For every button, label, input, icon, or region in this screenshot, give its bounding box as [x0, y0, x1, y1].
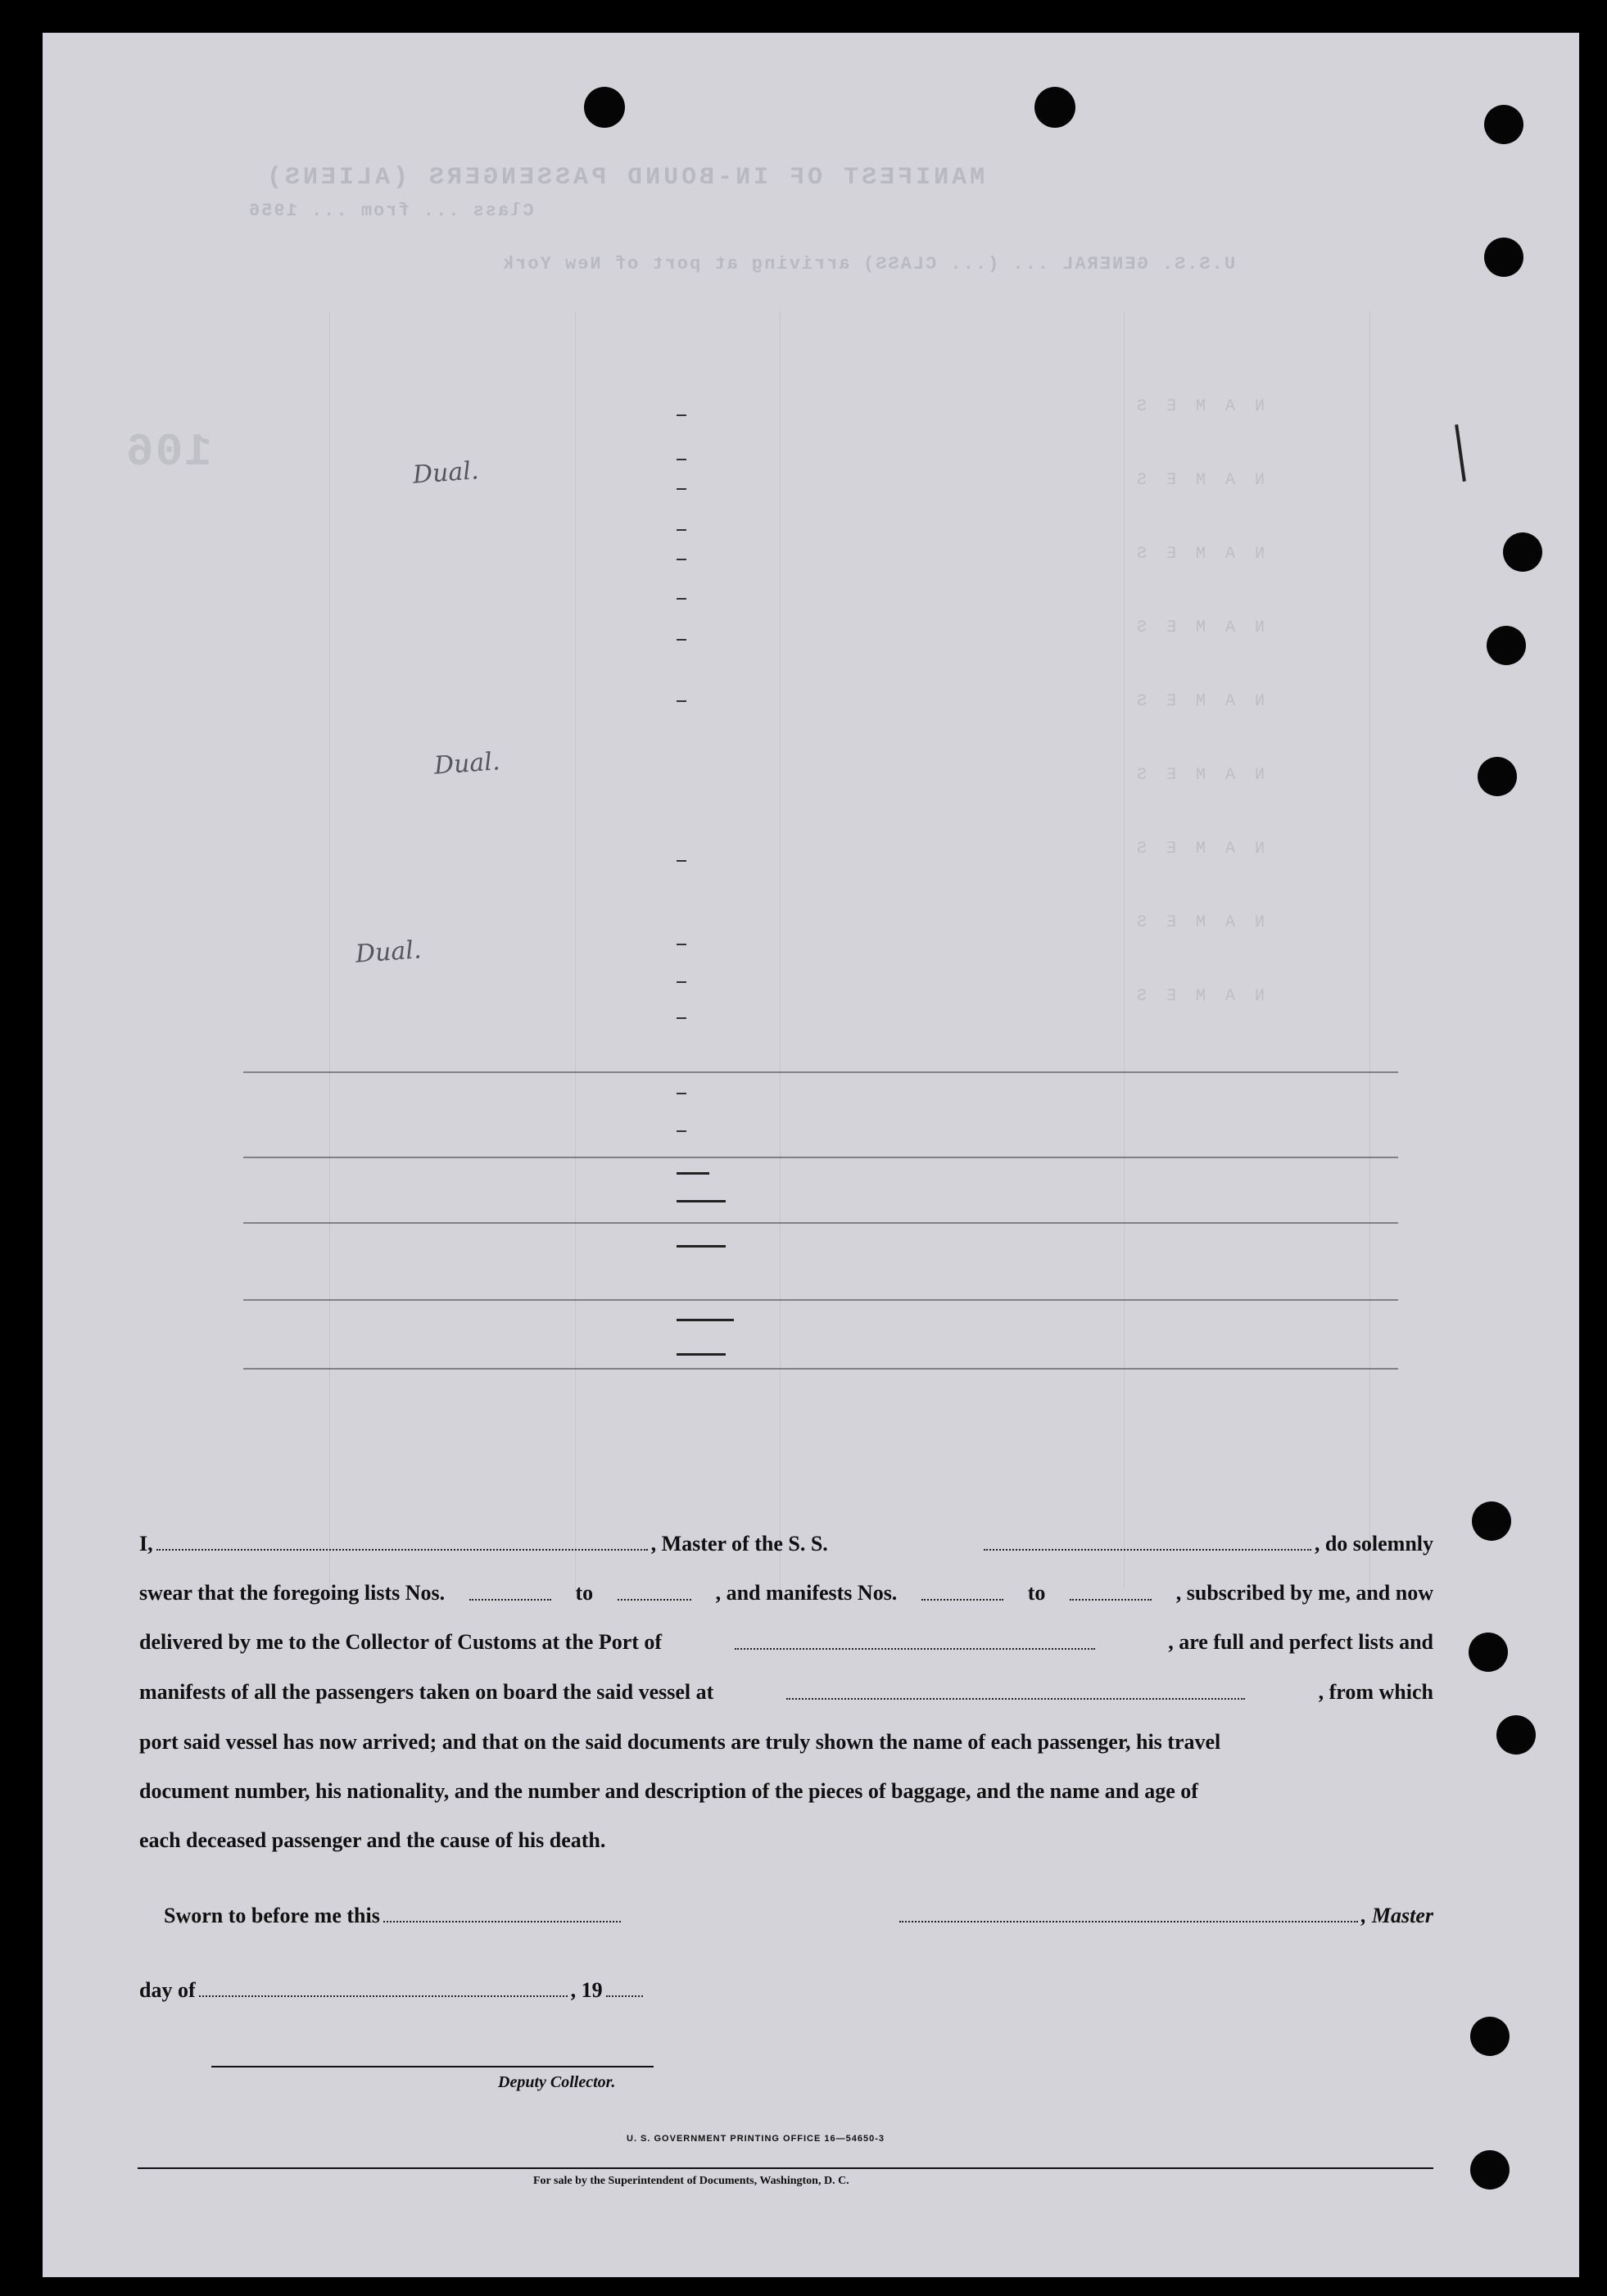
column-rule: [329, 311, 330, 1589]
arrow-mark: [677, 1245, 726, 1248]
handwritten-note: Dual.: [354, 935, 423, 969]
tick-mark: [677, 414, 686, 416]
tick-mark: [677, 488, 686, 490]
master-signature-field[interactable]: [899, 1904, 1358, 1922]
deputy-signature-line[interactable]: [211, 2066, 654, 2067]
oath-master-of: , Master of the S. S.: [650, 1532, 828, 1556]
oath-delivered: delivered by me to the Collector of Customs at the Port of: [139, 1630, 663, 1654]
binder-hole: [1469, 1633, 1508, 1672]
master-label: , Master: [1360, 1904, 1433, 1927]
day-of-label: day of: [139, 1978, 196, 2002]
manifest-to-field[interactable]: [1070, 1583, 1152, 1601]
oath-full-perfect: , are full and perfect lists and: [1168, 1630, 1433, 1654]
oath-line-1: [139, 1533, 1433, 1555]
tick-mark: [677, 1130, 686, 1132]
footer-rule: [138, 2167, 1433, 2169]
oath-subscribed: , subscribed by me, and now: [1175, 1581, 1433, 1605]
ghost-row: N A M E S: [1132, 545, 1265, 564]
day-of-line: [139, 1979, 1433, 2001]
binder-hole: [1478, 757, 1517, 796]
tick-mark: [677, 559, 686, 560]
ghost-row: N A M E S: [1132, 471, 1265, 490]
column-rule: [1124, 311, 1125, 1589]
binder-hole: [1484, 105, 1523, 144]
oath-line-6: document number, his nationality, and the number and description of the pieces of baggage, and the name and age of: [139, 1779, 1198, 1803]
arrow-mark: [677, 1319, 734, 1321]
year-label: , 19: [570, 1978, 603, 2002]
strike-line: [243, 1299, 1398, 1301]
tick-mark: [677, 981, 686, 983]
ghost-row: N A M E S: [1132, 840, 1265, 858]
strike-line: [243, 1222, 1398, 1224]
sworn-date-field[interactable]: [383, 1904, 621, 1922]
ghost-row: N A M E S: [1132, 766, 1265, 785]
strike-line: [243, 1071, 1398, 1073]
ghost-row: N A M E S: [1132, 397, 1265, 416]
ghost-row: N A M E S: [1132, 692, 1265, 711]
oath-line-7: each deceased passenger and the cause of his death.: [139, 1828, 606, 1852]
binder-hole: [1487, 626, 1526, 665]
oath-to: to: [575, 1581, 594, 1605]
sworn-label: Sworn to before me this: [164, 1904, 380, 1927]
for-sale-notice: For sale by the Superintendent of Documents, Washington, D. C.: [533, 2175, 849, 2187]
ghost-manifest-title: MANIFEST OF IN-BOUND PASSENGERS (ALIENS): [264, 164, 985, 192]
column-rule: [575, 311, 576, 1589]
tick-mark: [677, 639, 686, 641]
arrow-mark: [677, 1353, 726, 1356]
tick-mark: [677, 529, 686, 531]
arrow-mark: [677, 1172, 709, 1175]
oath-manifests-nos: , and manifests Nos.: [715, 1581, 898, 1605]
deputy-collector-label: Deputy Collector.: [498, 2073, 616, 2091]
tick-mark: [677, 598, 686, 600]
ghost-class-line: Class ... from ... 1956: [247, 201, 534, 221]
tick-mark: [677, 860, 686, 862]
manifest-from-field[interactable]: [921, 1583, 1003, 1601]
binder-hole: [1472, 1501, 1511, 1541]
year-field[interactable]: [606, 1979, 643, 1997]
manifest-page: [43, 33, 1579, 2277]
list-to-field[interactable]: [618, 1583, 691, 1601]
master-name-field[interactable]: [156, 1533, 648, 1551]
tick-mark: [677, 459, 686, 460]
column-rule: [1369, 311, 1370, 1589]
ghost-row: N A M E S: [1132, 618, 1265, 637]
tick-mark: [677, 944, 686, 945]
day-of-field[interactable]: [199, 1979, 568, 1997]
oath-from-which: , from which: [1318, 1680, 1433, 1704]
binder-hole: [1503, 532, 1542, 572]
oath-line-5: port said vessel has now arrived; and that on the said documents are truly shown the name of each passenger, his travel: [139, 1730, 1221, 1754]
binder-hole: [1034, 87, 1075, 128]
strike-line: [243, 1157, 1398, 1158]
port-field[interactable]: [735, 1632, 1095, 1650]
binder-hole: [1484, 238, 1523, 277]
oath-line-4: [139, 1682, 1433, 1703]
binder-hole: [1496, 1715, 1536, 1755]
ghost-port-line: arriving at port of New York: [501, 254, 850, 274]
ghost-row: N A M E S: [1132, 913, 1265, 932]
strike-line: [243, 1368, 1398, 1370]
binder-hole: [1470, 2017, 1510, 2056]
embarkation-port-field[interactable]: [786, 1682, 1245, 1700]
oath-to: to: [1027, 1581, 1046, 1605]
column-rule: [780, 311, 781, 1589]
ghost-row: N A M E S: [1132, 987, 1265, 1006]
ghost-page-number: 106: [124, 426, 212, 478]
binder-hole: [1470, 2150, 1510, 2190]
tick-mark: [677, 700, 686, 702]
list-from-field[interactable]: [469, 1583, 551, 1601]
oath-solemnly: , do solemnly: [1314, 1532, 1433, 1556]
printing-office-imprint: U. S. GOVERNMENT PRINTING OFFICE 16—54650-3: [627, 2134, 885, 2144]
tick-mark: [677, 1017, 686, 1019]
ghost-vessel-line: U.S.S. GENERAL ... (... CLASS): [862, 254, 1236, 274]
sworn-line: [139, 1904, 1433, 1927]
vessel-name-field[interactable]: [984, 1533, 1311, 1551]
binder-hole: [584, 87, 625, 128]
tick-mark: [677, 1093, 686, 1094]
oath-line-2: [139, 1583, 1433, 1604]
oath-manifests-of-all: manifests of all the passengers taken on board the said vessel at: [139, 1680, 714, 1704]
oath-line-3: [139, 1632, 1433, 1653]
arrow-mark: [677, 1200, 726, 1202]
handwritten-note: Dual.: [411, 456, 480, 490]
oath-i: I,: [139, 1532, 153, 1556]
oath-lists-nos: swear that the foregoing lists Nos.: [139, 1581, 446, 1605]
handwritten-note: Dual.: [432, 747, 501, 781]
